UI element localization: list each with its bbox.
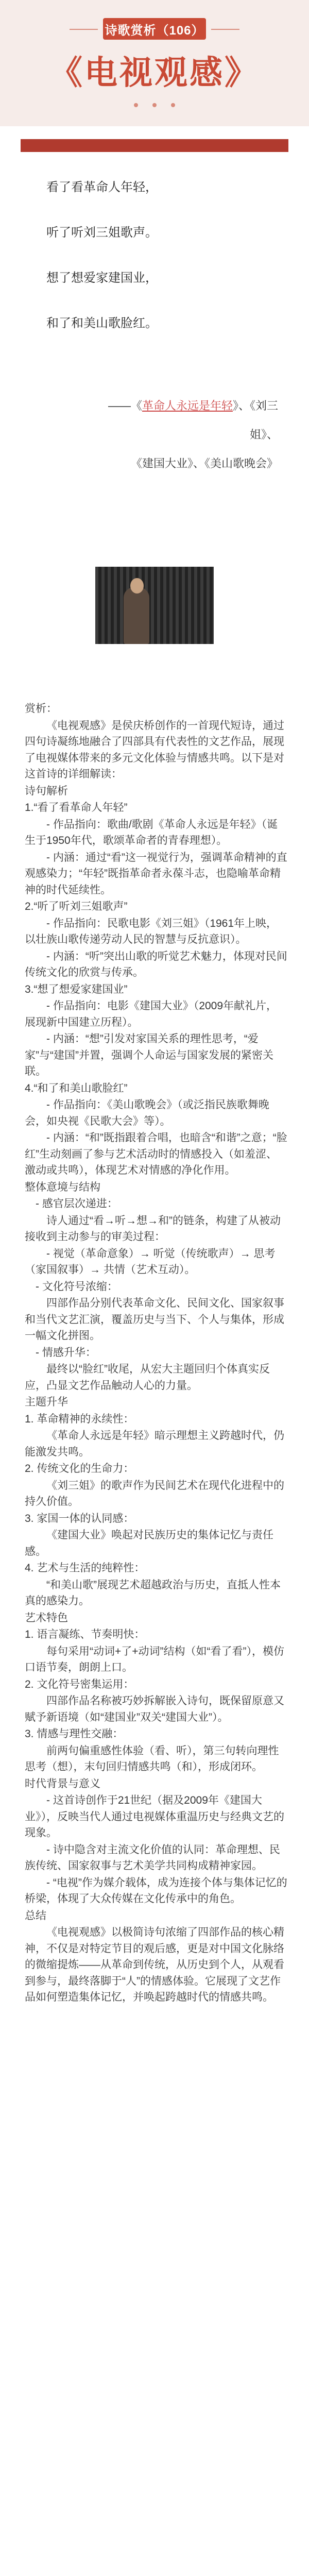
analysis-paragraph: 前两句偏重感性体验（看、听），第三句转向理性思考（想），末句回归情感共鸣（和），形成闭环。 xyxy=(25,1744,279,1773)
poem-line: 听了听刘三姐歌声。 xyxy=(46,225,158,240)
analysis-paragraph: 2. 传统文化的生命力： xyxy=(25,1463,134,1475)
analysis-paragraph: - 作品指向：民歌电影《刘三姐》（1961年上映，以壮族山歌传递劳动人民的智慧与反抗意识）。 xyxy=(25,917,278,945)
analysis-paragraph: 每句采用“动词+了+动词”结构（如“看了看”），模仿口语节奏，朗朗上口。 xyxy=(25,1645,284,1673)
analysis-paragraph: 2. 文化符号密集运用： xyxy=(25,1678,134,1690)
analysis-paragraph: - 情感升华： xyxy=(36,1346,96,1359)
analysis-paragraph: 3. 家国一体的认同感： xyxy=(25,1512,134,1524)
page-title: 《电视观感》 xyxy=(49,54,260,92)
analysis-paragraph: - 内涵：“想”引发对家国关系的理性思考，“爱家”与“建国”并置，强调个人命运与国家发展的紧密关联。 xyxy=(25,1033,273,1077)
analysis-paragraph: 总结 xyxy=(25,1909,46,1922)
series-label: 诗歌赏析（106） xyxy=(105,23,204,38)
analysis-paragraph: - 内涵：“和”既指跟着合唱，也暗含“和谐”之意；“脸红”生动刻画了参与艺术活动时的情感投入（如羞涩、激动或共鸣），体现艺术对情感的净化作用。 xyxy=(25,1132,287,1176)
photo-head xyxy=(130,578,144,594)
analysis-paragraph: 1.“看了看革命人年轻” xyxy=(25,802,128,814)
analysis-paragraph: - 这首诗创作于21世纪（据及2009年《建国大业》），反映当代人通过电视媒体重温历史与经典文艺的现象。 xyxy=(25,1794,284,1839)
analysis-paragraph: 2.“听了听刘三姐歌声” xyxy=(25,901,128,912)
source-link[interactable]: 革命人永远是年轻 xyxy=(142,399,233,412)
analysis-paragraph: 主题升华 xyxy=(25,1396,68,1408)
poem-line: 看了看革命人年轻， xyxy=(46,180,158,194)
header-banner xyxy=(0,0,309,126)
analysis-paragraph: 赏析： xyxy=(25,703,57,715)
analysis-paragraph: - “电视”作为媒介载体，成为连接个体与集体记忆的桥梁，体现了大众传媒在文化传承中的角色。 xyxy=(25,1876,287,1905)
top-red-bar xyxy=(21,139,288,152)
analysis-paragraph: 1. 革命精神的永续性： xyxy=(25,1413,134,1425)
analysis-paragraph: 诗人通过“看→听→想→和”的链条，构建了从被动接收到主动参与的审美过程： xyxy=(25,1214,281,1243)
photo-wall xyxy=(95,567,214,644)
source-suffix: 》、《刘三 xyxy=(232,399,278,412)
analysis-paragraph: - 感官层次递进： xyxy=(36,1198,118,1210)
analysis-paragraph: 诗句解析 xyxy=(25,785,68,797)
analysis-paragraph: 《电视观感》是侯庆桥创作的一首现代短诗，通过四句诗凝练地融合了四部具有代表性的文艺作品，展现了电视媒体带来的多元文化体验与情感共鸣。以下是对这首诗的详细解读： xyxy=(25,719,284,780)
analysis-paragraph: 整体意境与结构 xyxy=(25,1181,100,1193)
analysis-paragraph: 四部作品名称被巧妙拆解嵌入诗句，既保留原意又赋予新语境（如“建国业”双关“建国大业”）。 xyxy=(25,1695,284,1723)
poem-line: 和了和美山歌脸红。 xyxy=(46,316,158,330)
analysis-paragraph: - 内涵：通过“看”这一视觉行为，强调革命精神的直观感染力；“年轻”既指革命者永葆斗志，也隐喻革命精神的时代延续性。 xyxy=(25,851,287,896)
analysis-paragraph: - 视觉（革命意象）→ 听觉（传统歌声）→ 思考（家国叙事）→ 共情（艺术互动）。 xyxy=(25,1247,276,1276)
poem-body xyxy=(46,178,268,359)
source-line: 姐》、 xyxy=(249,428,278,441)
poem-source xyxy=(41,392,278,478)
series-ribbon xyxy=(103,18,206,40)
analysis-paragraph: 3.“想了想爱家建国业” xyxy=(25,983,128,995)
photo-person xyxy=(124,587,149,644)
analysis-paragraph: - 作品指向：《美山歌晚会》（或泛指民族歌舞晚会，如央视《民歌大会》等）。 xyxy=(25,1099,269,1127)
analysis-paragraph: 《电视观感》以极简诗句浓缩了四部作品的核心精神，不仅是对特定节目的观后感，更是对中国文化脉络的微缩提炼——从革命到传统，从历史到个人，从观看到参与，最终落脚于“人”的情感体验。它展现了文艺作品如何塑造集体记忆，并唤起跨越时代的情感共鸣。 xyxy=(25,1926,284,2003)
analysis-paragraph: 4. 艺术与生活的纯粹性： xyxy=(25,1562,145,1574)
author-photo xyxy=(95,567,214,644)
analysis-paragraph: 四部作品分别代表革命文化、民间文化、国家叙事和当代文艺汇演，覆盖历史与当下、个人与集体，形成一幅文化拼图。 xyxy=(25,1297,284,1342)
analysis-paragraph: - 内涵：“听”突出山歌的听觉艺术魅力，体现对民间传统文化的欣赏与传承。 xyxy=(25,950,287,978)
analysis-paragraph: 艺术特色 xyxy=(25,1612,68,1624)
analysis-paragraph: “和美山歌”展现艺术超越政治与历史，直抵人性本真的感染力。 xyxy=(25,1579,281,1607)
analysis-paragraph: 《革命人永远是年轻》暗示理想主义跨越时代，仍能激发共鸣。 xyxy=(25,1430,284,1458)
analysis-paragraph: 1. 语言凝练、节奏明快： xyxy=(25,1629,145,1640)
analysis-paragraph: 《建国大业》唤起对民族历史的集体记忆与责任感。 xyxy=(25,1529,273,1557)
analysis-paragraph: 3. 情感与理性交融： xyxy=(25,1728,124,1740)
source-prefix: ——《 xyxy=(108,399,142,412)
decorative-dots xyxy=(134,103,175,108)
analysis-paragraph: 时代背景与意义 xyxy=(25,1777,100,1790)
source-line: 《建国大业》、《美山歌晚会》 xyxy=(130,457,278,470)
analysis-paragraph: 4.“和了和美山歌脸红” xyxy=(25,1082,128,1094)
analysis-paragraph: - 文化符号浓缩： xyxy=(36,1280,118,1293)
analysis-paragraph: - 作品指向：歌曲/歌剧《革命人永远是年轻》（诞生于1950年代，歌颂革命者的青春理想）。 xyxy=(25,818,278,846)
poem-line: 想了想爱家建国业， xyxy=(46,270,158,285)
analysis-paragraph: 最终以“脸红”收尾，从宏大主题回归个体真实反应，凸显文艺作品触动人心的力量。 xyxy=(25,1363,270,1392)
analysis-paragraph: 《刘三姐》的歌声作为民间艺术在现代化进程中的持久价值。 xyxy=(25,1479,284,1507)
analysis-text xyxy=(25,701,287,2006)
analysis-paragraph: - 作品指向：电影《建国大业》（2009年献礼片，展现新中国建立历程）。 xyxy=(25,1000,278,1028)
analysis-paragraph: - 诗中隐含对主流文化价值的认同：革命理想、民族传统、国家叙事与艺术美学共同构成精神家园。 xyxy=(25,1843,280,1872)
